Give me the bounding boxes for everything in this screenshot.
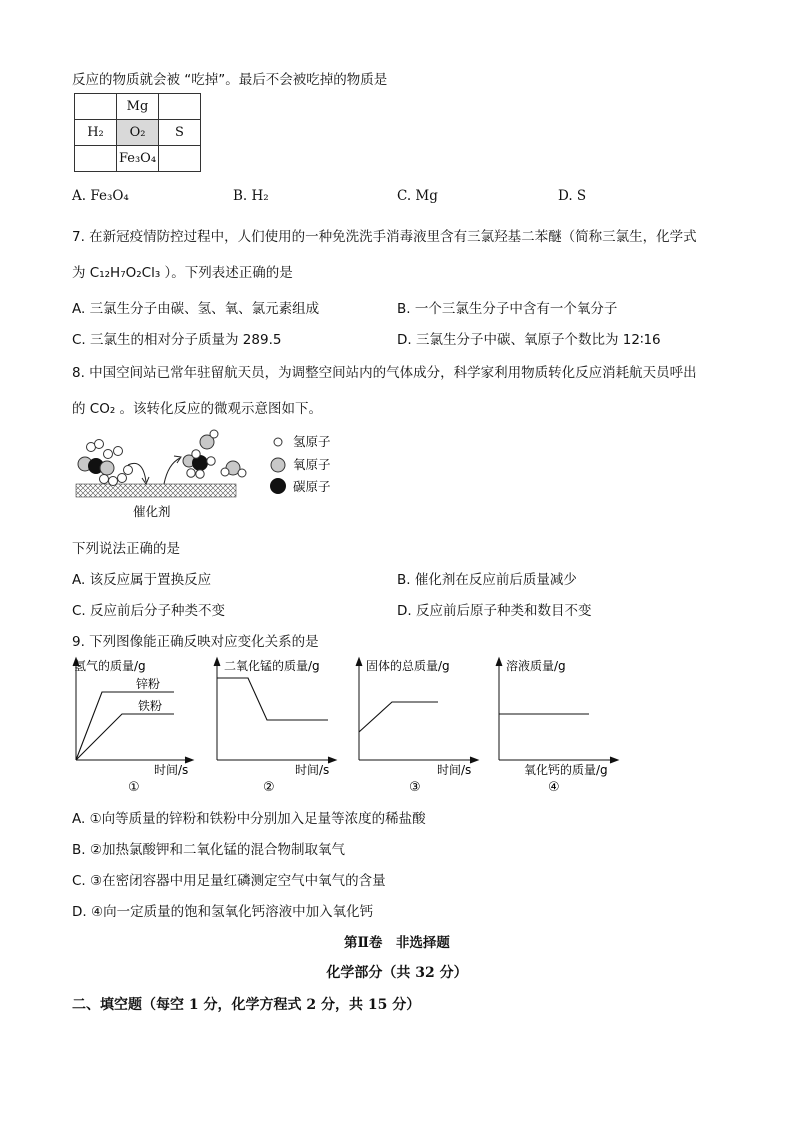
graph-2 <box>214 658 336 795</box>
graph-2-ylabel: 二氧化锰的质量/g <box>224 659 320 673</box>
graph-4-ylabel: 溶液质量/g <box>506 659 566 673</box>
graph-1 <box>73 658 193 795</box>
graph-3-number: ③ <box>409 780 421 795</box>
q6-option-b: B. H₂ <box>233 188 269 204</box>
q7-option-c: C. 三氯生的相对分子质量为 289.5 <box>72 332 282 348</box>
graph-1-number: ① <box>128 780 140 795</box>
q9-option-c: C. ③在密闭容器中用足量红磷测定空气中氧气的含量 <box>72 873 386 889</box>
q9-option-d: D. ④向一定质量的饱和氢氧化钙溶液中加入氧化钙 <box>72 904 374 920</box>
q6-option-a: A. Fe₃O₄ <box>72 188 129 204</box>
q6-stem: 反应的物质就会被 “吃掉”。最后不会被吃掉的物质是 <box>72 72 388 88</box>
legend-oxygen: 氧原子 <box>293 457 331 472</box>
q7-option-b: B. 一个三氯生分子中含有一个氧分子 <box>397 301 618 317</box>
element-grid <box>74 93 201 172</box>
q9-option-b: B. ②加热氯酸钾和二氧化锰的混合物制取氧气 <box>72 842 345 858</box>
grid-cell: S <box>159 120 201 146</box>
molecule-co2-left <box>78 457 114 475</box>
q7-stem-line1: 7. 在新冠疫情防控过程中，人们使用的一种免洗洗手消毒液里含有三氯羟基二苯醚（简称三氯生，化学式 <box>72 229 697 245</box>
graph-4 <box>496 658 618 795</box>
q8-option-d: D. 反应前后原子种类和数目不变 <box>397 603 592 619</box>
graph-1-xlabel: 时间/s <box>154 763 189 777</box>
graph-3-xlabel: 时间/s <box>437 763 472 777</box>
solid-mass-curve <box>359 702 438 732</box>
graph-4-number: ④ <box>548 780 560 795</box>
grid-cell <box>75 94 117 120</box>
q7-option-a: A. 三氯生分子由碳、氢、氧、氯元素组成 <box>72 301 320 317</box>
grid-cell: Fe₃O₄ <box>117 146 159 172</box>
legend-carbon: 碳原子 <box>293 479 331 494</box>
grid-cell-shaded: O₂ <box>117 120 159 146</box>
graph-3 <box>356 658 478 795</box>
grid-cell <box>159 94 201 120</box>
reaction-micro-diagram <box>68 428 358 524</box>
q9-graphs <box>66 652 636 797</box>
legend-hydrogen: 氢原子 <box>293 434 331 449</box>
section-subtitle: 化学部分（共 32 分） <box>326 965 468 981</box>
grid-cell: Mg <box>117 94 159 120</box>
q8-stem-line2: 的 CO₂ 。该转化反应的微观示意图如下。 <box>72 401 323 417</box>
q7-option-d: D. 三氯生分子中碳、氧原子个数比为 12∶16 <box>397 332 661 348</box>
q6-option-c: C. Mg <box>397 188 438 204</box>
grid-cell: H₂ <box>75 120 117 146</box>
q8-stem-line1: 8. 中国空间站已常年驻留航天员，为调整空间站内的气体成分，科学家利用物质转化反应消耗航天员呼出 <box>72 365 697 381</box>
q8-option-b: B. 催化剂在反应前后质量减少 <box>397 572 577 588</box>
q9-option-a: A. ①向等质量的锌粉和铁粉中分别加入足量等浓度的稀盐酸 <box>72 811 426 827</box>
series-iron-label: 铁粉 <box>138 699 163 713</box>
carbon-legend-symbol <box>271 479 286 494</box>
mno2-curve <box>217 678 328 720</box>
q8-option-a: A. 该反应属于置换反应 <box>72 572 212 588</box>
section-title: 第Ⅱ卷 非选择题 <box>344 935 450 951</box>
oxygen-legend-symbol <box>271 458 285 472</box>
grid-cell <box>159 146 201 172</box>
q6-option-d: D. S <box>558 188 587 204</box>
q9-stem: 9. 下列图像能正确反映对应变化关系的是 <box>72 634 319 650</box>
graph-2-xlabel: 时间/s <box>295 763 330 777</box>
graph-4-xlabel: 氧化钙的质量/g <box>524 763 608 777</box>
catalyst-surface <box>76 484 236 497</box>
hydrogen-legend-symbol <box>274 438 282 446</box>
series-zinc-label: 锌粉 <box>136 677 161 691</box>
q8-prompt: 下列说法正确的是 <box>72 541 180 557</box>
graph-2-number: ② <box>263 780 275 795</box>
catalyst-label: 催化剂 <box>133 504 171 519</box>
part2-heading: 二、填空题（每空 1 分，化学方程式 2 分，共 15 分） <box>72 997 421 1013</box>
grid-cell <box>75 146 117 172</box>
graph-3-ylabel: 固体的总质量/g <box>366 659 450 673</box>
q7-stem-line2: 为 C₁₂H₇O₂Cl₃ ）。下列表述正确的是 <box>72 265 293 281</box>
q8-option-c: C. 反应前后分子种类不变 <box>72 603 226 619</box>
graph-1-ylabel: 氢气的质量/g <box>74 659 146 673</box>
molecule-products-right <box>183 430 246 478</box>
